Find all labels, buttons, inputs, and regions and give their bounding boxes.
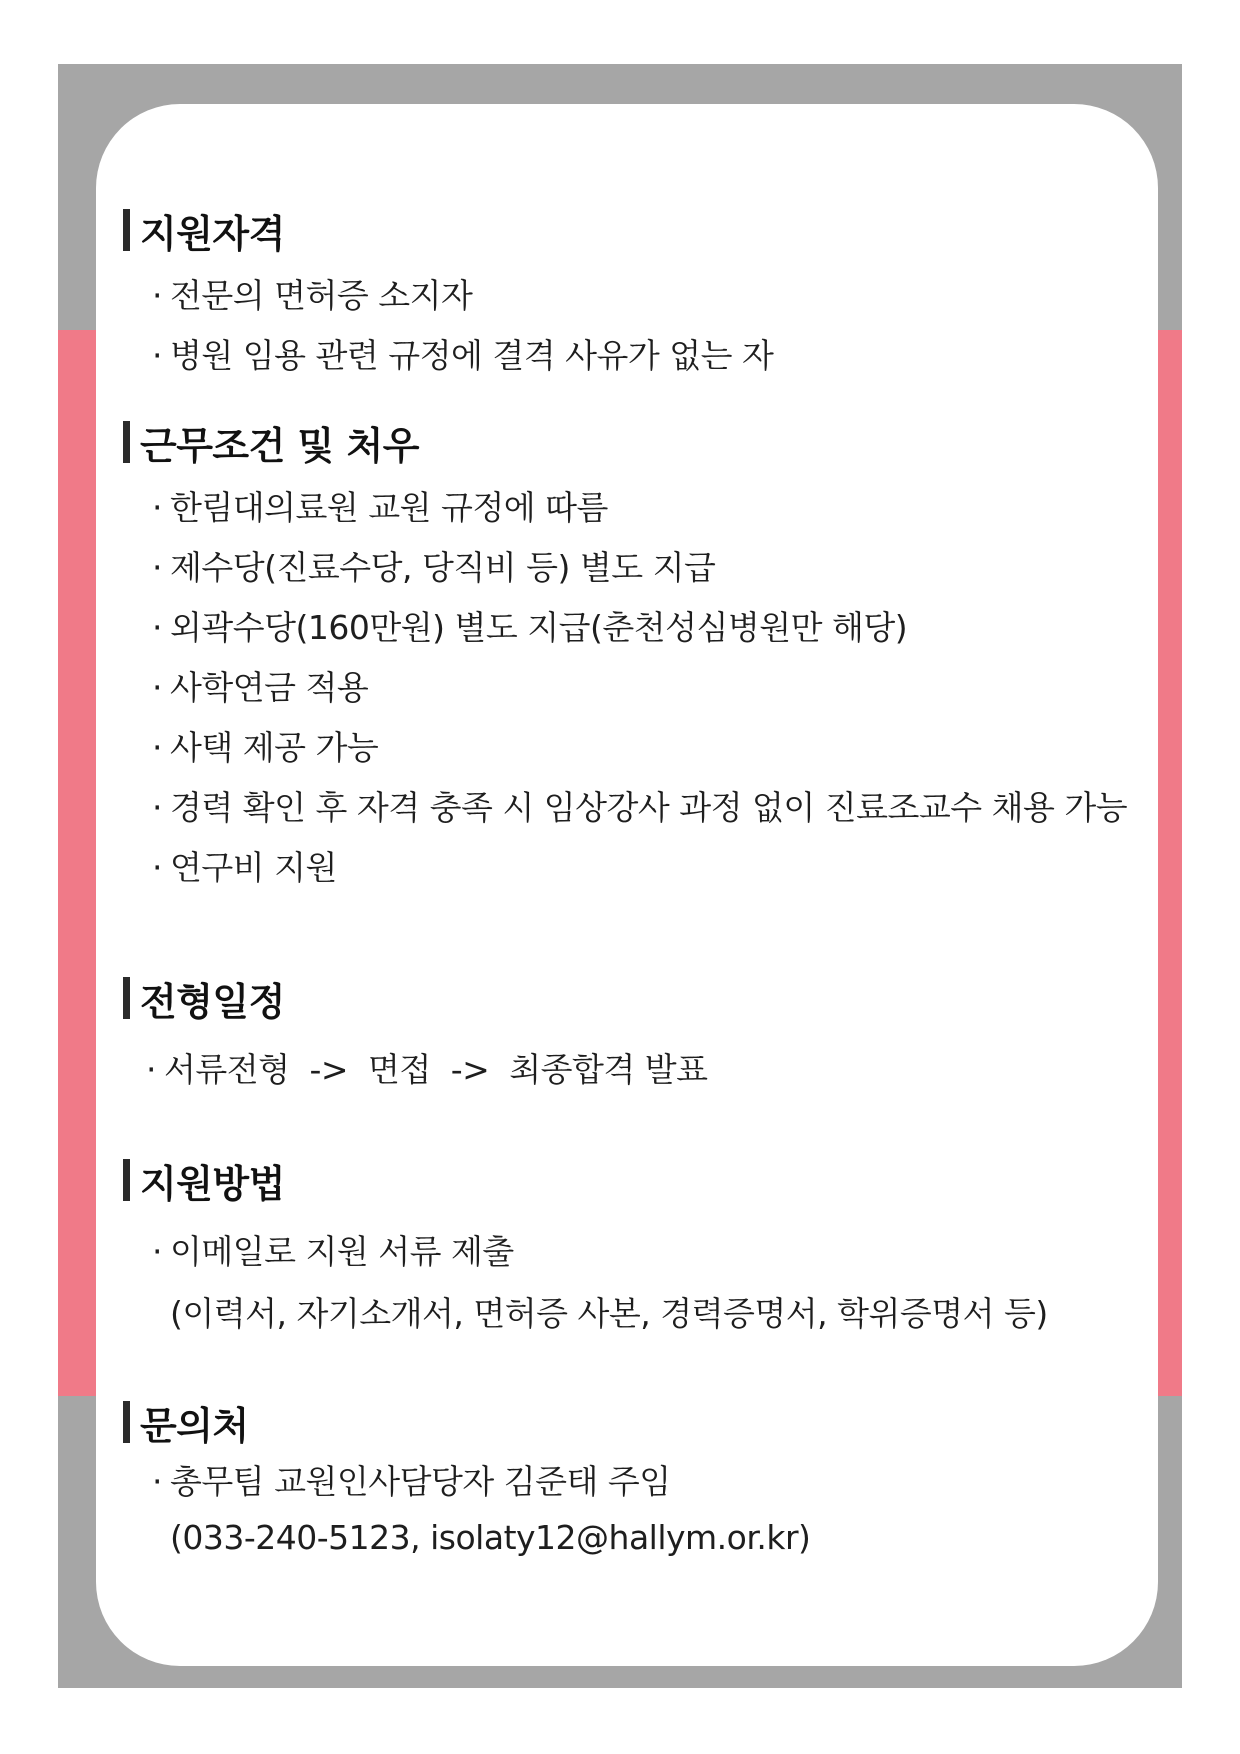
heading-bar <box>123 209 130 251</box>
list-item: · 경력 확인 후 자격 충족 시 임상강사 과정 없이 진료조교수 채용 가능 <box>152 788 1128 827</box>
list-item: · 한림대의료원 교원 규정에 따름 <box>152 488 608 527</box>
heading-bar <box>123 1401 130 1443</box>
bullet-icon: · <box>152 336 162 375</box>
bullet-icon: · <box>152 608 162 647</box>
bullet-icon: · <box>152 668 162 707</box>
list-item: · 서류전형 -> 면접 -> 최종합격 발표 <box>146 1050 708 1089</box>
bullet-icon: · <box>152 788 162 827</box>
list-item: · 외곽수당(160만원) 별도 지급(춘천성심병원만 해당) <box>152 608 908 647</box>
heading-text: 전형일정 <box>140 979 285 1024</box>
heading-text: 근무조건 및 처우 <box>140 423 419 468</box>
bullet-icon: · <box>146 1050 156 1089</box>
section-heading-schedule <box>123 974 285 1022</box>
bullet-icon: · <box>152 548 162 587</box>
bullet-icon: · <box>152 276 162 315</box>
section-heading-method <box>123 1156 285 1204</box>
list-item: · 연구비 지원 <box>152 848 337 887</box>
list-item: · 전문의 면허증 소지자 <box>152 276 473 315</box>
bullet-icon: · <box>152 1232 162 1271</box>
list-item: · 이메일로 지원 서류 제출 <box>152 1232 514 1271</box>
section-heading-conditions <box>123 418 419 466</box>
contact-details: (033-240-5123, isolaty12@hallym.or.kr) <box>170 1518 811 1557</box>
bullet-icon: · <box>152 1462 162 1501</box>
list-item: · 총무팀 교원인사담당자 김준태 주임 <box>152 1462 671 1501</box>
heading-text: 지원방법 <box>140 1161 285 1206</box>
bullet-icon: · <box>152 848 162 887</box>
list-item: · 병원 임용 관련 규정에 결격 사유가 없는 자 <box>152 336 774 375</box>
bullet-icon: · <box>152 728 162 767</box>
heading-bar <box>123 421 130 463</box>
heading-bar <box>123 977 130 1019</box>
list-item: · 사학연금 적용 <box>152 668 369 707</box>
heading-bar <box>123 1159 130 1201</box>
section-heading-contact <box>123 1398 249 1446</box>
bullet-icon: · <box>152 488 162 527</box>
list-item-note: (이력서, 자기소개서, 면허증 사본, 경력증명서, 학위증명서 등) <box>170 1294 1048 1333</box>
list-item: · 사택 제공 가능 <box>152 728 379 767</box>
list-item: · 제수당(진료수당, 당직비 등) 별도 지급 <box>152 548 716 587</box>
section-heading-qualification <box>123 206 285 254</box>
heading-text: 지원자격 <box>140 211 285 256</box>
heading-text: 문의처 <box>140 1403 249 1448</box>
